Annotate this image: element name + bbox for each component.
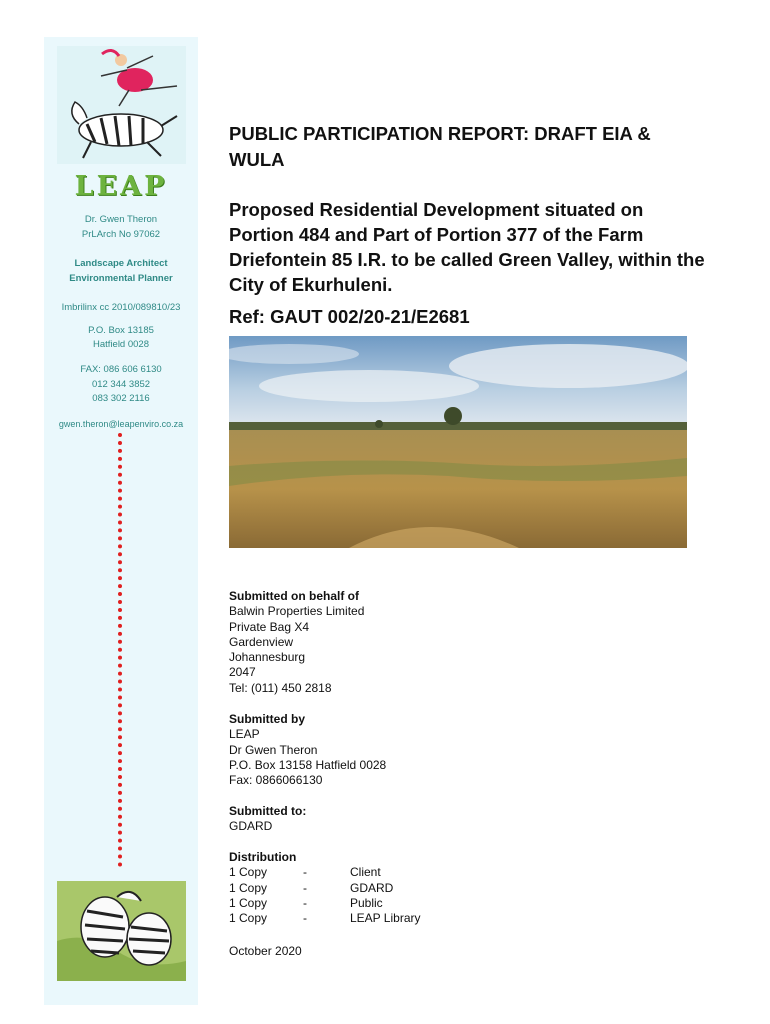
distribution-row — [229, 896, 420, 911]
phone-number-2: 083 302 2116 — [92, 393, 150, 404]
separator: - — [303, 865, 307, 880]
fax-number: FAX: 086 606 6130 — [80, 364, 162, 375]
copy-count: 1 Copy — [229, 911, 268, 926]
distribution-block — [229, 850, 420, 926]
client-line: Johannesburg — [229, 650, 306, 665]
submitted-to-block — [229, 804, 306, 835]
submitter-line: LEAP — [229, 727, 260, 742]
submitted-to-heading: Submitted to: — [229, 804, 307, 818]
separator: - — [303, 880, 307, 895]
reference-number: Ref: GAUT 002/20-21/E2681 — [229, 306, 470, 327]
letterhead-sidebar — [44, 37, 198, 1005]
copy-count: 1 Copy — [229, 895, 268, 910]
phone-number-1: 012 344 3852 — [91, 379, 151, 390]
po-box: P.O. Box 13185 — [88, 325, 154, 336]
submitted-by-heading: Submitted by — [229, 712, 306, 726]
report-title: PUBLIC PARTICIPATION REPORT: DRAFT EIA & WULA — [229, 123, 651, 170]
leap-zebra-dancer-logo — [57, 46, 186, 164]
client-line: Private Bag X4 — [229, 619, 310, 634]
recipient: GDARD — [350, 880, 394, 895]
client-line: Tel: (011) 450 2818 — [229, 680, 332, 695]
distribution-row — [229, 881, 420, 896]
submitter-line: P.O. Box 13158 Hatfield 0028 — [229, 757, 387, 772]
distribution-row — [229, 911, 420, 926]
distribution-row — [229, 865, 420, 880]
recipient: LEAP Library — [350, 911, 421, 926]
client-line: Balwin Properties Limited — [229, 604, 365, 619]
site-photograph — [229, 336, 687, 548]
dotted-divider — [118, 433, 122, 867]
copy-count: 1 Copy — [229, 865, 268, 880]
zebras-illustration — [57, 881, 186, 981]
report-subtitle: Proposed Residential Development situated on Portion 484 and Part of Portion 377 of the Farm Driefontein 85 I.R. to be called Green Valley, within the City of Ekurhuleni. — [229, 199, 705, 295]
role-line-1: Landscape Architect — [74, 258, 168, 269]
copy-count: 1 Copy — [229, 880, 268, 895]
brand-name: LEAP — [74, 171, 168, 202]
submitted-on-behalf-heading: Submitted on behalf of — [229, 589, 359, 603]
distribution-heading: Distribution — [229, 850, 297, 864]
separator: - — [303, 911, 307, 926]
recipient-line: GDARD — [229, 819, 273, 834]
person-name: Dr. Gwen Theron — [84, 214, 158, 225]
recipient: Public — [350, 895, 383, 910]
recipient: Client — [350, 865, 381, 880]
company-registration: Imbrilinx cc 2010/089810/23 — [61, 302, 181, 313]
submitter-line: Dr Gwen Theron — [229, 742, 318, 757]
client-line: 2047 — [229, 665, 256, 680]
submitter-line: Fax: 0866066130 — [229, 773, 323, 788]
registration-number: PrLArch No 97062 — [81, 229, 161, 240]
submitted-by-block — [229, 712, 386, 788]
role-line-2: Environmental Planner — [69, 273, 173, 284]
client-line: Gardenview — [229, 634, 294, 649]
email-link[interactable]: gwen.theron@leapenviro.co.za — [58, 419, 184, 429]
po-city: Hatfield 0028 — [93, 339, 149, 350]
submitted-on-behalf-block — [229, 589, 364, 696]
report-date: October 2020 — [229, 944, 302, 958]
separator: - — [303, 895, 307, 910]
